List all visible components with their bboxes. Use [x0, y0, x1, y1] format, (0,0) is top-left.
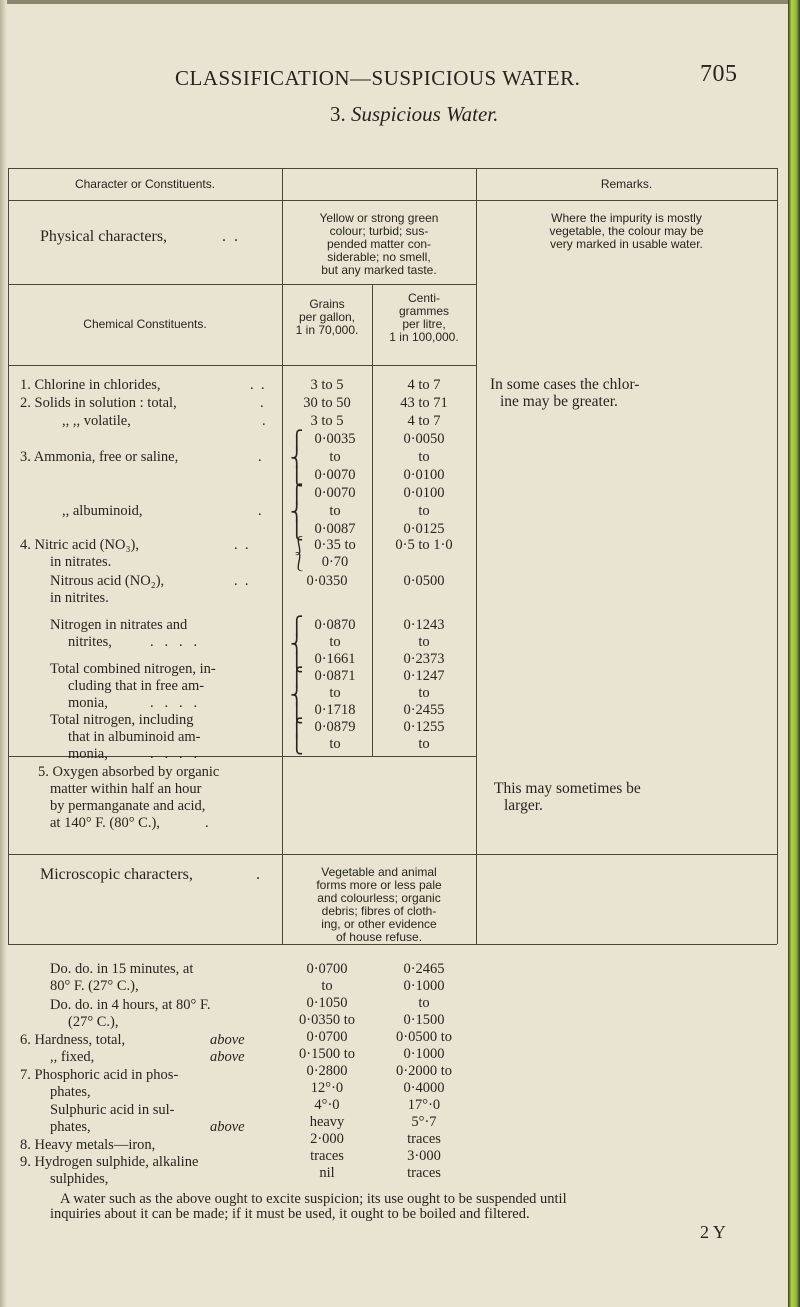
centi-oxygen-half-hour: 0·2465 — [403, 961, 445, 977]
centi-nitrous-acid: 0·0500 — [403, 573, 445, 589]
label-solids-total: 2. Solids in solution : total, — [20, 395, 177, 411]
centi-oxygen-half-hour: to — [418, 995, 430, 1011]
grains-sulphuric: 2·000 — [310, 1131, 344, 1147]
text-line: Vegetable and animal — [321, 865, 437, 879]
text-line: grammes — [398, 304, 449, 318]
label-solids-volatile: ,, ,, volatile, — [62, 413, 131, 429]
label-heavy-metals: 8. Heavy metals—iron, — [20, 1137, 156, 1153]
leader-dots: . . . . — [150, 634, 198, 650]
leader-dots: . — [260, 395, 264, 411]
leader-dots: . . — [234, 537, 249, 553]
grains-nitrous-acid: 0·0350 — [306, 573, 348, 589]
grains-nitric-acid: 0·70 — [321, 554, 349, 570]
grains-oxygen-half-hour: 0·0700 — [306, 961, 348, 977]
text-line: This may sometimes be — [494, 780, 641, 797]
grains-nitrogen-nitrates: 0·1661 — [314, 651, 356, 667]
label-oxygen-4-hours: Do. do. in 4 hours, at 80° F. — [50, 997, 211, 1013]
label-oxygen-absorbed: by permanganate and acid, — [50, 798, 206, 814]
text-line: debris; fibres of cloth- — [321, 904, 437, 918]
brace-icon: ⎨ — [290, 685, 304, 705]
text-line: Grains — [309, 297, 345, 311]
label-chlorine: 1. Chlorine in chlorides, — [20, 377, 161, 393]
grains-total-nitrogen: to — [329, 736, 341, 752]
book-binding-edge — [788, 0, 800, 1307]
text-line: ine may be greater. — [500, 393, 618, 410]
brace-icon: ⎧ — [290, 667, 304, 687]
grains-chlorine: 3 to 5 — [310, 377, 344, 393]
centi-hardness-fixed: 17°·0 — [407, 1097, 441, 1113]
centi-ammonia-free: 0·0100 — [403, 467, 445, 483]
centi-ammonia-albuminoid: to — [418, 503, 430, 519]
centi-total-combined-nitrogen: to — [418, 685, 430, 701]
text-line: Where the impurity is mostly — [551, 211, 702, 225]
leader-dots: . . — [250, 377, 265, 393]
centi-nitrogen-nitrates: 0·2373 — [403, 651, 445, 667]
text-line: but any marked taste. — [321, 263, 437, 277]
centi-ammonia-albuminoid: 0·0100 — [403, 485, 445, 501]
remark-sulphuric — [494, 780, 641, 814]
centi-oxygen-half-hour: 0·1000 — [403, 978, 445, 994]
footnote-line: inquiries about it can be made; if it must be used, it ought to be boiled and filtered. — [50, 1206, 530, 1222]
leader-dots: . — [262, 413, 266, 429]
label-oxygen-absorbed: at 140° F. (80° C.), — [50, 815, 160, 831]
grains-nitric-acid: 0·35 to — [314, 537, 356, 553]
grains-total-combined-nitrogen: 0·0871 — [314, 668, 356, 684]
centi-ammonia-free: to — [418, 449, 430, 465]
label-total-combined-nitrogen: cluding that in free am- — [68, 678, 205, 694]
leader-dots: . — [258, 449, 262, 465]
physical-characters-remark — [478, 212, 775, 251]
column-header-remarks: Remarks. — [600, 177, 653, 191]
centi-ammonia-albuminoid: 0·0125 — [403, 521, 445, 537]
centi-hydrogen-sulphide: traces — [407, 1165, 441, 1181]
grains-oxygen-4-hours: 0·1500 to — [299, 1046, 355, 1062]
label-nitrogen-nitrates: Nitrogen in nitrates and — [50, 617, 188, 633]
text-line: siderable; no smell, — [327, 250, 431, 264]
grains-oxygen-half-hour: 0·1050 — [306, 995, 348, 1011]
centi-nitrogen-nitrates: to — [418, 634, 430, 650]
grains-ammonia-free: 0·0070 — [314, 467, 356, 483]
section-title — [330, 102, 498, 127]
microscopic-characters-value — [284, 866, 474, 944]
text-line: 1 in 100,000. — [389, 330, 459, 344]
centi-oxygen-4-hours: 0·2000 to — [396, 1063, 452, 1079]
label-total-nitrogen: monia, — [68, 746, 108, 762]
label-total-combined-nitrogen: monia, — [68, 695, 108, 711]
text-line: forms more or less pale — [316, 878, 442, 892]
grains-hydrogen-sulphide: nil — [319, 1165, 335, 1181]
brace-icon: ⎨ — [290, 634, 304, 654]
brace-icon: ⎩ — [290, 520, 304, 540]
text-line: 1 in 70,000. — [295, 323, 359, 337]
section-number: 3. — [330, 102, 346, 126]
label-oxygen-4-hours: (27° C.), — [68, 1014, 119, 1030]
label-nitrites: nitrites, — [68, 634, 112, 650]
label-total-nitrogen: Total nitrogen, including — [50, 712, 194, 728]
label-sulphuric: Sulphuric acid in sul- — [50, 1102, 175, 1118]
label-above: above — [210, 1049, 245, 1065]
centi-oxygen-15-min: 0·1500 — [403, 1012, 445, 1028]
brace-icon: ⎧ — [290, 718, 304, 738]
centi-solids-total: 43 to 71 — [400, 395, 448, 411]
brace-icon: ⎩ — [290, 652, 304, 672]
label-total-nitrogen: that in albuminoid am- — [68, 729, 201, 745]
brace-icon: ⎧ — [290, 430, 304, 450]
centi-nitrogen-nitrates: 0·1243 — [403, 617, 445, 633]
text-line: colour; turbid; sus- — [329, 224, 429, 238]
text-line: of house refuse. — [335, 930, 423, 944]
leader-dots: . . — [234, 573, 249, 589]
grains-solids-total: 30 to 50 — [303, 395, 351, 411]
label-oxygen-absorbed: matter within half an hour — [50, 781, 202, 797]
grains-hardness-total: 12°·0 — [310, 1080, 344, 1096]
grains-solids-volatile: 3 to 5 — [310, 413, 344, 429]
leader-dots: . — [258, 503, 262, 519]
grains-oxygen-4-hours: 0·2800 — [306, 1063, 348, 1079]
grains-hardness-fixed: 4°·0 — [314, 1097, 340, 1113]
label-oxygen-absorbed: 5. Oxygen absorbed by organic — [38, 764, 220, 780]
running-title: CLASSIFICATION—SUSPICIOUS WATER. — [175, 66, 581, 90]
grains-oxygen-15-min: 0·0350 to — [299, 1012, 355, 1028]
label-total-combined-nitrogen: Total combined nitrogen, in- — [50, 661, 216, 677]
page-top-edge — [0, 0, 800, 4]
label-ammonia-albuminoid: ,, albuminoid, — [62, 503, 143, 519]
grains-total-nitrogen: 0·0879 — [314, 719, 356, 735]
brace-icon: ⎱ — [290, 552, 308, 572]
grains-oxygen-half-hour: to — [321, 978, 333, 994]
text-line: Yellow or strong green — [319, 211, 439, 225]
section-title-text: Suspicious Water. — [351, 102, 499, 126]
page-left-edge — [0, 0, 7, 1307]
microscopic-characters-label: Microscopic characters, — [40, 866, 193, 883]
text-line: larger. — [504, 797, 543, 814]
grains-nitrogen-nitrates: 0·0870 — [314, 617, 356, 633]
brace-icon: ⎩ — [290, 734, 304, 754]
grains-ammonia-albuminoid: 0·0070 — [314, 485, 356, 501]
label-phosphoric: 7. Phosphoric acid in phos- — [20, 1067, 179, 1083]
label-in-nitrites: in nitrites. — [50, 590, 109, 606]
brace-icon: ⎨ — [290, 448, 304, 468]
leader-dots: . . . . — [150, 695, 198, 711]
centi-oxygen-15-min: 0·0500 to — [396, 1029, 452, 1045]
physical-characters-value — [284, 212, 474, 277]
label-hardness-total: 6. Hardness, total, — [20, 1032, 126, 1048]
grains-nitrogen-nitrates: to — [329, 634, 341, 650]
leader-dots: . — [205, 815, 209, 831]
footnote — [50, 1192, 780, 1222]
column-header-character: Character or Constituents. — [74, 177, 216, 191]
centi-total-combined-nitrogen: 0·1247 — [403, 668, 445, 684]
grains-total-combined-nitrogen: to — [329, 685, 341, 701]
remark-chlorine — [490, 376, 639, 410]
centi-nitric-acid: 0·5 to 1·0 — [395, 537, 453, 553]
grains-ammonia-albuminoid: to — [329, 503, 341, 519]
grains-ammonia-free: to — [329, 449, 341, 465]
signature-mark: 2 Y — [700, 1222, 726, 1242]
label-nitric-acid: 4. Nitric acid (NO₃), — [20, 537, 140, 553]
centi-total-combined-nitrogen: 0·2455 — [403, 702, 445, 718]
centi-total-nitrogen: 0·1255 — [403, 719, 445, 735]
centi-ammonia-free: 0·0050 — [403, 431, 445, 447]
text-line: per litre, — [402, 317, 446, 331]
grains-ammonia-free: 0·0035 — [314, 431, 356, 447]
brace-icon: ⎩ — [290, 466, 304, 486]
brace-icon: ⎩ — [290, 703, 304, 723]
footnote-line: A water such as the above ought to excite suspicion; its use ought to be suspended until — [60, 1191, 567, 1207]
centi-solids-volatile: 4 to 7 — [407, 413, 441, 429]
centi-sulphuric: traces — [407, 1131, 441, 1147]
grains-ammonia-albuminoid: 0·0087 — [314, 521, 356, 537]
brace-icon: ⎧ — [290, 484, 304, 504]
label-hydrogen-sulphide: 9. Hydrogen sulphide, alkaline — [20, 1154, 199, 1170]
label-phosphates: phates, — [50, 1084, 91, 1100]
centi-phosphoric: 5°·7 — [411, 1114, 437, 1130]
text-line: vegetable, the colour may be — [549, 224, 704, 238]
label-above: above — [210, 1119, 245, 1135]
centi-hardness-total: 0·4000 — [403, 1080, 445, 1096]
text-line: Centi- — [407, 291, 440, 305]
grains-total-combined-nitrogen: 0·1718 — [314, 702, 356, 718]
brace-icon: ⎨ — [290, 502, 304, 522]
grains-oxygen-15-min: 0·0700 — [306, 1029, 348, 1045]
leader-dots: . . . . — [150, 746, 198, 762]
leader-dots: . — [256, 866, 260, 883]
grains-header — [282, 298, 372, 337]
centi-chlorine: 4 to 7 — [407, 377, 441, 393]
text-line: ing, or other evidence — [321, 917, 437, 931]
text-line: per gallon, — [298, 310, 356, 324]
grains-heavy-metals: traces — [310, 1148, 344, 1164]
centi-oxygen-4-hours: 0·1000 — [403, 1046, 445, 1062]
centi-total-nitrogen: to — [418, 736, 430, 752]
label-hardness-fixed: ,, fixed, — [50, 1049, 95, 1065]
label-oxygen-15-min: 80° F. (27° C.), — [50, 978, 139, 994]
label-oxygen-15-min: Do. do. in 15 minutes, at — [50, 961, 194, 977]
label-ammonia-free: 3. Ammonia, free or saline, — [20, 449, 179, 465]
label-nitrous-acid: Nitrous acid (NO₂), — [50, 573, 165, 589]
page-number: 705 — [700, 61, 738, 87]
text-line: In some cases the chlor- — [490, 376, 640, 393]
brace-icon: ⎧ — [290, 616, 304, 636]
text-line: and colourless; organic — [317, 891, 441, 905]
label-above: above — [210, 1032, 245, 1048]
leader-dots: . . — [222, 228, 238, 245]
physical-characters-label: Physical characters, — [40, 228, 168, 245]
label-sulphates: phates, — [50, 1119, 91, 1135]
chemical-constituents-header: Chemical Constituents. — [83, 317, 207, 331]
centigrammes-header — [372, 292, 476, 344]
grains-phosphoric: heavy — [309, 1114, 345, 1130]
label-in-nitrates: in nitrates. — [50, 554, 112, 570]
text-line: pended matter con- — [326, 237, 432, 251]
text-line: very marked in usable water. — [550, 237, 703, 251]
brace-icon: ⎰ — [290, 536, 308, 556]
label-sulphides: sulphides, — [50, 1171, 109, 1187]
centi-heavy-metals: 3·000 — [407, 1148, 441, 1164]
